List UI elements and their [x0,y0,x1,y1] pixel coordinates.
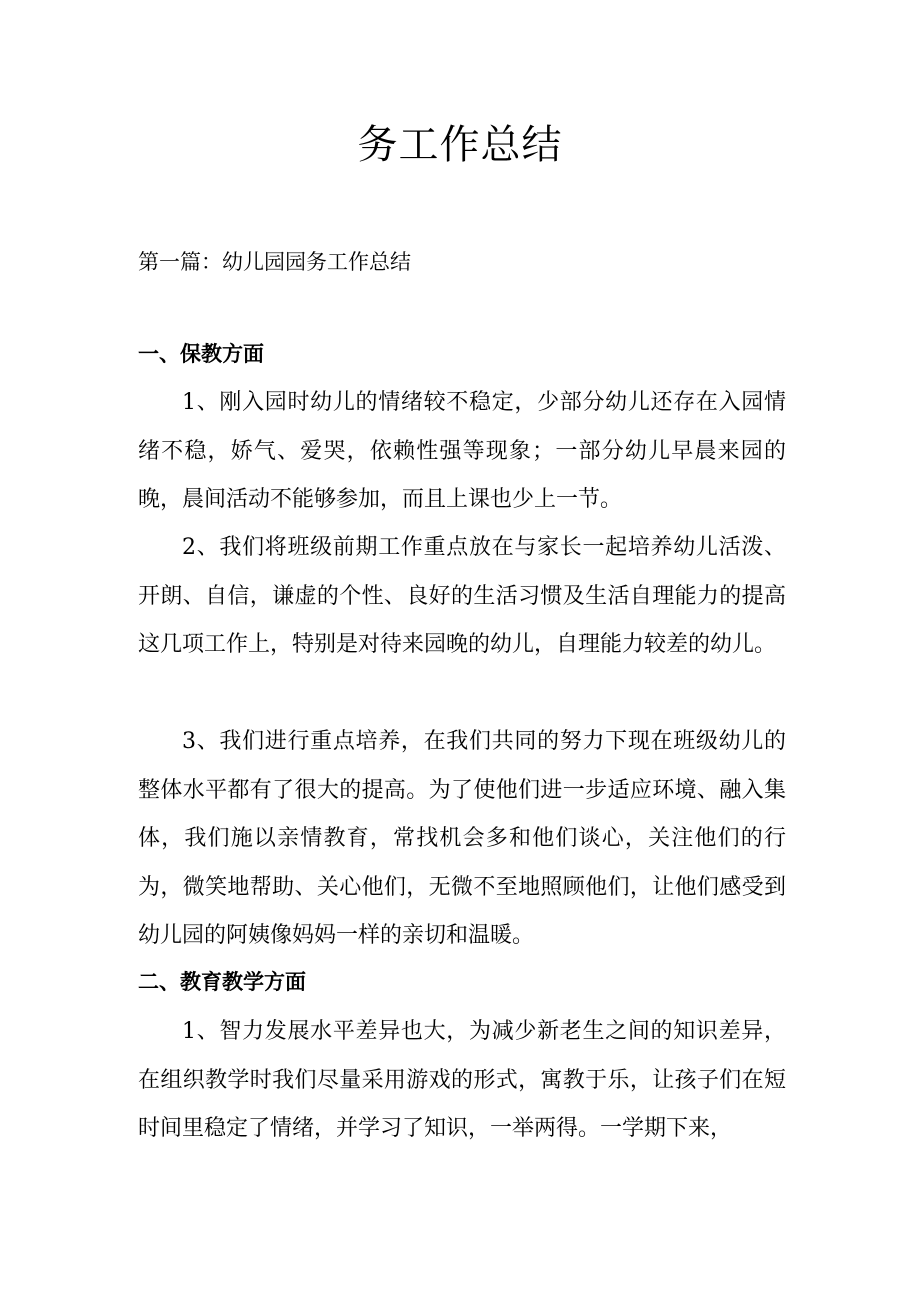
document-subtitle: 第一篇：幼儿园园务工作总结 [138,250,411,274]
paragraph-care-2: 2、我们将班级前期工作重点放在与家长一起培养幼儿活泼、开朗、自信，谦虚的个性、良好的生活习惯及生活自理能力的提高这几项工作上，特别是对待来园晚的幼儿，自理能力较差的幼儿。 [138,535,786,657]
document-title: 务工作总结 [357,122,563,168]
section-heading-care-education: 一、保教方面 [138,342,264,366]
section-heading-teaching: 二、教育教学方面 [138,970,306,994]
paragraph-care-3: 3、我们进行重点培养，在我们共同的努力下现在班级幼儿的整体水平都有了很大的提高。为了使他们进一步适应环境、融入集体，我们施以亲情教育，常找机会多和他们谈心，关注他们的行为，微笑地帮助、关心他们，无微不至地照顾他们，让他们感受到幼儿园的阿姨像妈妈一样的亲切和温暖。 [138,729,786,948]
paragraph-care-1: 1、刚入园时幼儿的情绪较不稳定，少部分幼儿还存在入园情绪不稳，娇气、爱哭，依赖性强等现象；一部分幼儿早晨来园的晚，晨间活动不能够参加，而且上课也少上一节。 [138,390,786,512]
paragraph-teaching-1: 1、智力发展水平差异也大，为减少新老生之间的知识差异，在组织教学时我们尽量采用游戏的形式，寓教于乐，让孩子们在短时间里稳定了情绪，并学习了知识，一举两得。一学期下来， [138,1019,786,1141]
